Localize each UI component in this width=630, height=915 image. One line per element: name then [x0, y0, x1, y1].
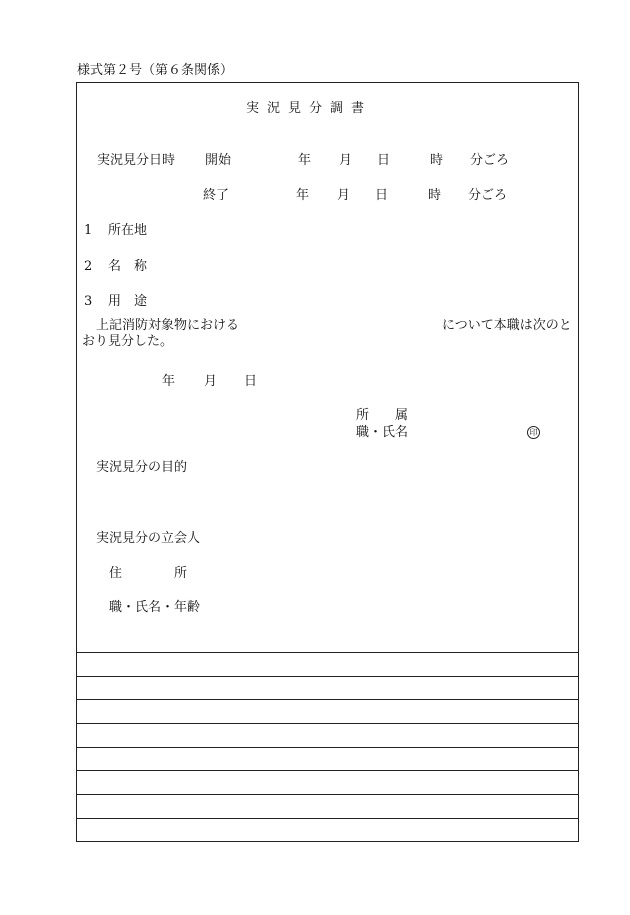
- item-3-number: 3: [84, 294, 93, 309]
- end-month: 月: [337, 188, 351, 203]
- seal-mark: 印: [527, 426, 540, 439]
- witness-label: 実況見分の立会人: [96, 531, 201, 546]
- form-title: 実況見分調書: [246, 101, 373, 116]
- end-minute: 分ごろ: [468, 188, 508, 203]
- witness-address: 住 所: [109, 566, 188, 581]
- start-minute: 分ごろ: [470, 153, 510, 168]
- start-label: 開始: [205, 153, 232, 168]
- item-2-number: 2: [84, 259, 93, 274]
- item-2-label: 名 称: [108, 259, 148, 274]
- writing-line: [76, 699, 579, 700]
- form-number: 様式第２号（第６条関係）: [77, 63, 234, 78]
- sign-month: 月: [204, 374, 218, 389]
- end-hour: 時: [428, 188, 442, 203]
- start-month: 月: [339, 153, 353, 168]
- end-day: 日: [375, 188, 389, 203]
- end-label: 終了: [203, 188, 230, 203]
- end-year: 年: [296, 188, 310, 203]
- sign-day: 日: [244, 374, 258, 389]
- writing-line: [76, 723, 579, 724]
- statement-suffix: について本職は次のと: [442, 318, 572, 333]
- start-hour: 時: [430, 153, 444, 168]
- writing-line: [76, 818, 579, 819]
- start-day: 日: [377, 153, 391, 168]
- item-1-number: 1: [84, 223, 93, 238]
- statement-prefix: 上記消防対象物における: [96, 318, 240, 333]
- writing-line: [76, 770, 579, 771]
- item-1-label: 所在地: [108, 223, 148, 238]
- purpose-label: 実況見分の目的: [96, 460, 188, 475]
- witness-title-name-age: 職・氏名・年齢: [109, 600, 201, 615]
- sign-year: 年: [162, 374, 176, 389]
- writing-line: [76, 676, 579, 677]
- statement-line2: おり見分した。: [82, 334, 174, 349]
- datetime-label: 実況見分日時: [97, 153, 176, 168]
- writing-line: [76, 747, 579, 748]
- item-3-label: 用 途: [108, 294, 148, 309]
- officer-affiliation: 所 属: [356, 408, 409, 423]
- officer-title-name: 職・氏名: [356, 425, 409, 440]
- writing-line: [76, 794, 579, 795]
- writing-line: [76, 652, 579, 653]
- start-year: 年: [298, 153, 312, 168]
